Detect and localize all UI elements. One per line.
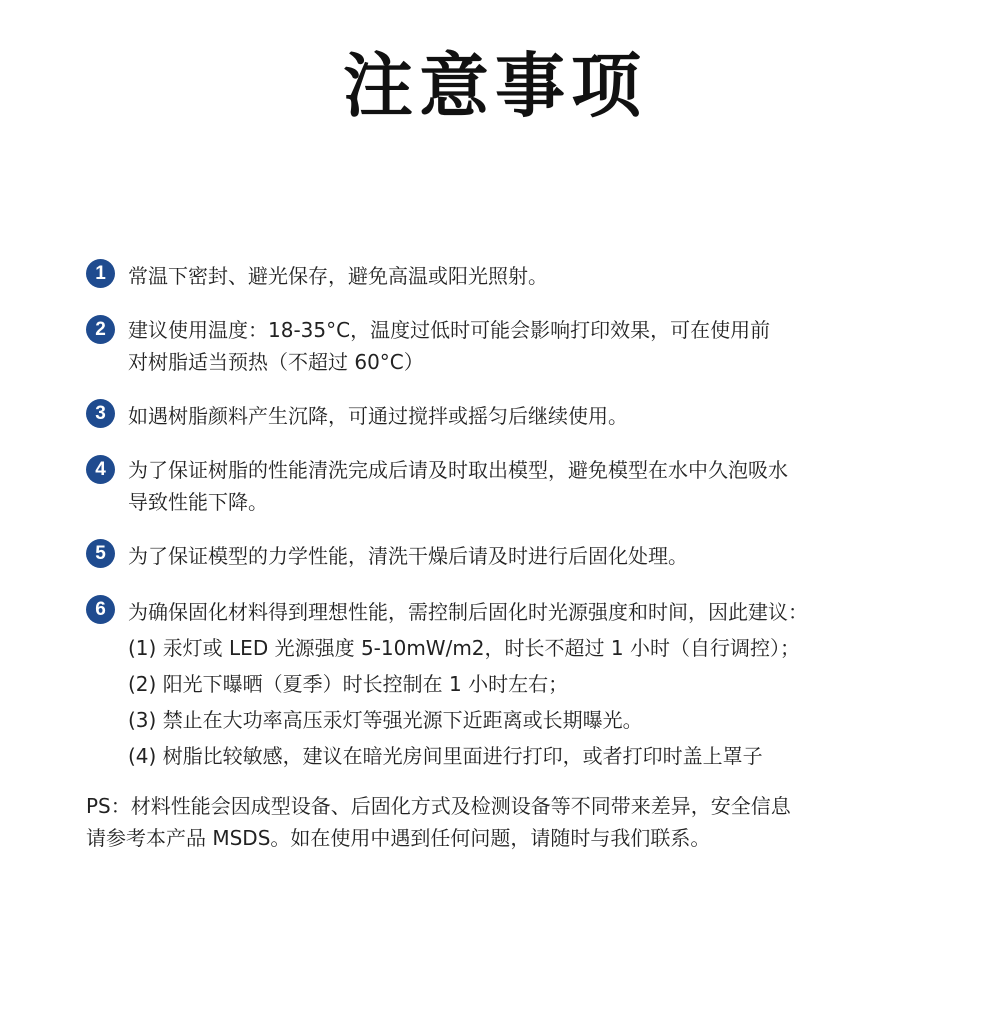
list-item [86,398,946,434]
sub-item: (1) 汞灯或 LED 光源强度 5-10mW/m2，时长不超过 1 小时（自行调控）； [128,636,800,660]
item-text [128,594,808,774]
number-badge-1: 1 [86,259,115,288]
list-item [86,538,946,574]
item-text [128,314,770,378]
number-badge-3: 3 [86,399,115,428]
sub-list [128,630,808,774]
item-text [128,398,628,434]
item-line: 常温下密封、避光保存，避免高温或阳光照射。 [128,264,548,288]
number-badge-2: 2 [86,315,115,344]
ps-note [86,790,946,854]
item-text [128,538,688,574]
number-badge-4: 4 [86,455,115,484]
item-line: 为了保证树脂的性能清洗完成后请及时取出模型，避免模型在水中久泡吸水 [128,458,788,482]
item-line: 为了保证模型的力学性能，清洗干燥后请及时进行后固化处理。 [128,544,688,568]
item-line: 如遇树脂颜料产生沉降，可通过搅拌或摇匀后继续使用。 [128,404,628,428]
notice-list [86,258,946,794]
item-line: 为确保固化材料得到理想性能，需控制后固化时光源强度和时间，因此建议： [128,600,808,624]
list-item [86,594,946,774]
item-text [128,258,548,294]
item-text [128,454,788,518]
list-item [86,314,946,378]
list-item [86,454,946,518]
sub-item: (3) 禁止在大功率高压汞灯等强光源下近距离或长期曝光。 [128,708,643,732]
sub-item: (2) 阳光下曝晒（夏季）时长控制在 1 小时左右； [128,672,569,696]
item-line: 导致性能下降。 [128,490,268,514]
ps-line: 请参考本产品 MSDS。如在使用中遇到任何问题，请随时与我们联系。 [86,826,711,850]
sub-item: (4) 树脂比较敏感，建议在暗光房间里面进行打印，或者打印时盖上罩子 [128,744,763,768]
ps-line: PS：材料性能会因成型设备、后固化方式及检测设备等不同带来差异，安全信息 [86,794,791,818]
item-line: 对树脂适当预热（不超过 60°C） [128,350,424,374]
number-badge-5: 5 [86,539,115,568]
number-badge-6: 6 [86,595,115,624]
item-line: 建议使用温度：18-35°C，温度过低时可能会影响打印效果，可在使用前 [128,318,771,342]
page-title: 注意事项 [343,45,647,127]
list-item [86,258,946,294]
